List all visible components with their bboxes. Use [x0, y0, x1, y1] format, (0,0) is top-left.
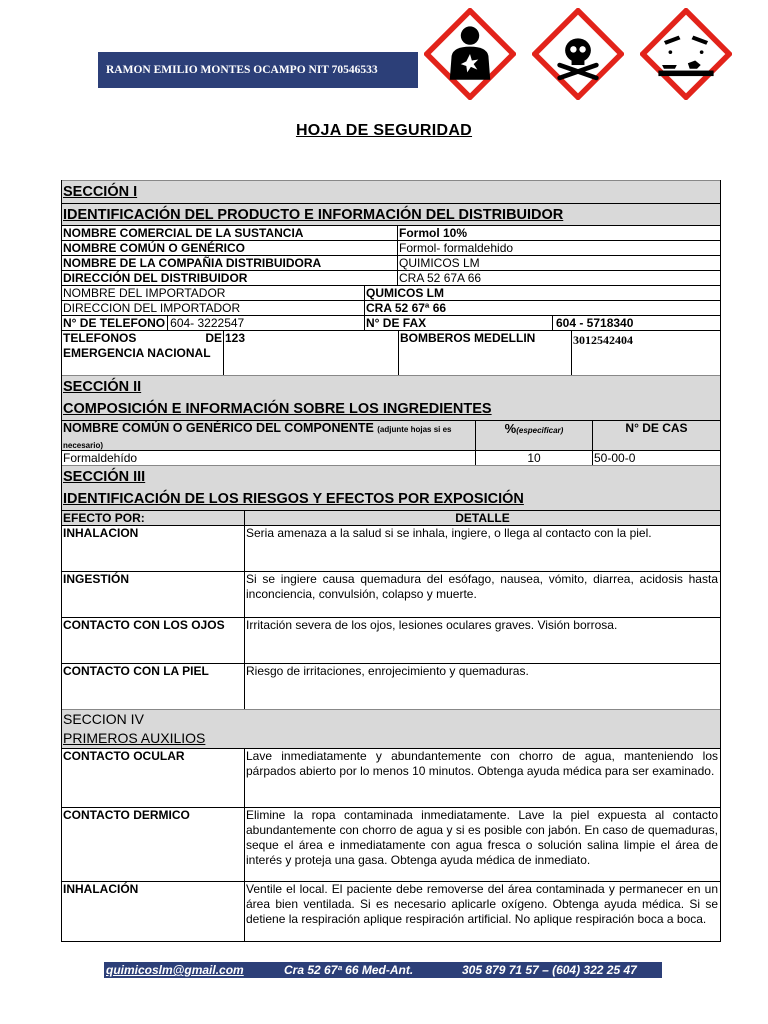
component-percent: 10: [475, 451, 592, 465]
component-cas: 50-00-0: [592, 451, 720, 465]
bomberos-value: 3012542404: [571, 331, 720, 375]
table-row: [62, 240, 720, 255]
first-aid-detail: Ventile el local. El paciente debe removerse del área contaminada y permanecer en un área bien ventilada. Si es necesario aplicarle oxígeno. Obtenga ayuda médica. Si se detiene la respiración aplique respiración artificial. No aplique respiración boca a boca.: [244, 882, 720, 941]
field-value: QUMICOS LM: [364, 286, 720, 300]
effect-column-header: EFECTO POR:: [63, 511, 145, 525]
emergency-value: 123: [223, 331, 398, 375]
table-row: [62, 225, 720, 240]
skull-crossbones-icon: [532, 8, 624, 100]
table-header-row: [62, 510, 720, 525]
phone-value: 604- 3222547: [167, 316, 244, 330]
safety-sheet-table: [61, 180, 721, 942]
section-1-header: [62, 180, 720, 225]
footer-phones: 305 879 71 57 – (604) 322 25 47: [462, 963, 637, 977]
effect-detail: Si se ingiere causa quemadura del esófago, nausea, vómito, diarrea, acidosis hasta inconciencia, convulsión, colapso y muerte.: [244, 572, 720, 617]
section-3-header: [62, 465, 720, 510]
table-row: [62, 881, 720, 942]
fax-label: N° DE FAX: [364, 316, 552, 330]
percent-column-header: [475, 421, 592, 450]
percent-header-label: %: [504, 421, 517, 436]
table-row: [62, 255, 720, 270]
field-label: NOMBRE COMERCIAL DE LA SUSTANCIA: [63, 226, 304, 240]
document-title: HOJA DE SEGURIDAD: [295, 122, 473, 139]
component-column-header: [62, 421, 475, 450]
section-2-header: [62, 375, 720, 420]
table-row: [62, 617, 720, 663]
contact-footer: [104, 962, 662, 978]
cas-column-header: N° DE CAS: [592, 421, 720, 450]
detail-column-header: DETALLE: [244, 511, 720, 525]
table-row: [62, 525, 720, 571]
effect-detail: Seria amenaza a la salud si se inhala, ingiere, o llega al contacto con la piel.: [244, 526, 720, 571]
effect-label: INHALACION: [63, 526, 139, 540]
section-3-heading: IDENTIFICACIÓN DE LOS RIESGOS Y EFECTOS POR EXPOSICIÓN: [63, 491, 524, 507]
effect-label: INGESTIÓN: [63, 572, 130, 586]
table-row: [62, 330, 720, 375]
field-label: NOMBRE DE LA COMPAÑIA DISTRIBUIDORA: [63, 256, 322, 270]
field-label: NOMBRE DEL IMPORTADOR: [63, 286, 226, 300]
section-1-heading: IDENTIFICACIÓN DEL PRODUCTO E INFORMACIÓN DEL DISTRIBUIDOR: [62, 203, 720, 225]
first-aid-label: CONTACTO DERMICO: [63, 808, 190, 822]
section-4-header: [62, 709, 720, 748]
phone-cell: [62, 316, 364, 330]
table-row: [62, 450, 720, 465]
effect-label: CONTACTO CON LOS OJOS: [63, 618, 225, 632]
field-value: CRA 52 67ª 66: [364, 301, 720, 315]
field-label: DIRECCIÓN DEL DISTRIBUIDOR: [63, 271, 248, 285]
section-4-label: SECCION IV: [63, 711, 144, 727]
health-hazard-icon: [424, 8, 516, 100]
table-row: [62, 285, 720, 300]
table-row: [62, 270, 720, 285]
field-value: CRA 52 67A 66: [397, 271, 720, 285]
first-aid-label: CONTACTO OCULAR: [63, 749, 185, 763]
footer-email[interactable]: quimicoslm@gmail.com: [106, 963, 244, 977]
table-row: [62, 571, 720, 617]
table-row: [62, 748, 720, 807]
percent-header-note: (especificar): [516, 426, 564, 435]
field-value: Formol 10%: [397, 226, 720, 240]
component-name: Formaldehído: [63, 451, 138, 465]
first-aid-detail: Lave inmediatamente y abundantemente con chorro de agua, manteniendo los párpados abierto por lo menos 10 minutos. Obtenga ayuda médica para ser examinado.: [244, 749, 720, 807]
phone-label: N° DE TELEFONO: [63, 316, 166, 330]
effect-detail: Irritación severa de los ojos, lesiones oculares graves. Visión borrosa.: [244, 618, 720, 663]
table-row: [62, 807, 720, 881]
field-value: QUIMICOS LM: [397, 256, 720, 270]
table-row: [62, 663, 720, 709]
section-3-label: SECCIÓN III: [63, 469, 146, 485]
corrosion-icon: [640, 8, 732, 100]
company-name: RAMON EMILIO MONTES OCAMPO NIT 70546533: [106, 64, 378, 76]
company-banner: [98, 52, 418, 88]
effect-detail: Riesgo de irritaciones, enrojecimiento y quemaduras.: [244, 664, 720, 709]
fax-value: 604 - 5718340: [552, 316, 720, 330]
section-2-label: SECCIÓN II: [63, 379, 142, 395]
section-2-heading: COMPOSICIÓN E INFORMACIÓN SOBRE LOS INGREDIENTES: [63, 401, 492, 417]
emergency-label: TELEFONOS DE EMERGENCIA NACIONAL: [63, 331, 222, 360]
effect-label: CONTACTO CON LA PIEL: [63, 664, 209, 678]
table-row: [62, 315, 720, 330]
section-4-heading: PRIMEROS AUXILIOS: [63, 730, 206, 746]
first-aid-detail: Elimine la ropa contaminada inmediatamente. Lave la piel expuesta al contacto abundantemente con chorro de agua y si es posible con jabón. En caso de quemaduras, seque el área e inmediatamente con agua fresca o solución salina limpie el área de interés y proteja una gasa. Obtenga ayuda médica de inmediato.: [244, 808, 720, 881]
component-header-label: NOMBRE COMÚN O GENÉRICO DEL COMPONENTE: [63, 421, 374, 435]
bomberos-label: BOMBEROS MEDELLIN: [398, 331, 571, 375]
table-header-row: [62, 420, 720, 450]
footer-address: Cra 52 67ª 66 Med-Ant.: [284, 963, 414, 977]
component-header-note: (adjunte hojas si es necesario): [63, 425, 452, 450]
field-label: DIRECCION DEL IMPORTADOR: [63, 301, 241, 315]
section-1-label: SECCIÓN I: [63, 184, 138, 200]
field-value: Formol- formaldehido: [397, 241, 720, 255]
first-aid-label: INHALACIÓN: [63, 882, 139, 896]
field-label: NOMBRE COMÚN O GENÉRICO: [63, 241, 246, 255]
table-row: [62, 300, 720, 315]
